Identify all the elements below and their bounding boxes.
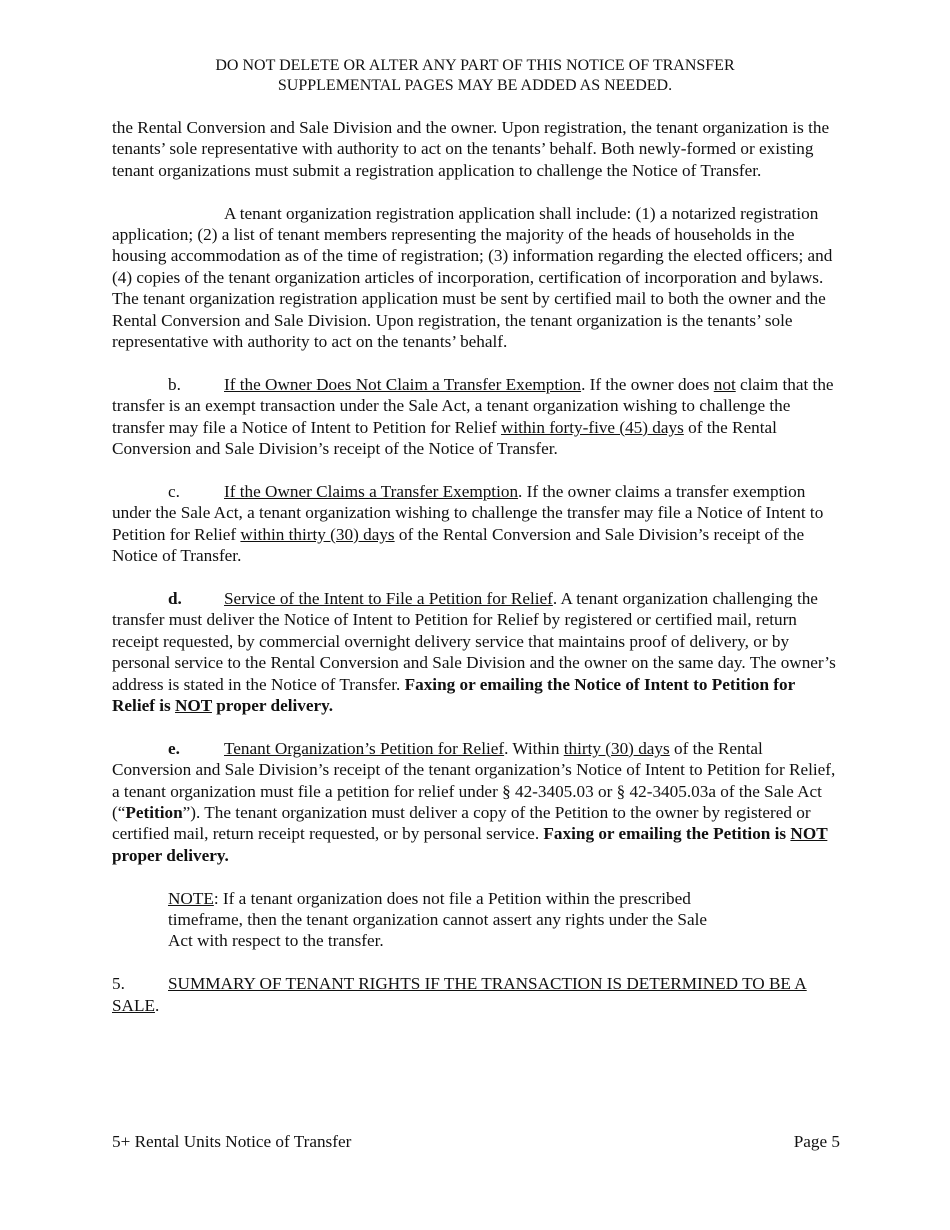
item-d-text-1: . A tenant organization challenging the transfer must deliver the Notice of Intent to Petition for Relief by registered or certified mail, return receipt requested, by commercial overnight delivery service that maintains proof of delivery, or by personal service to the Rental Conversion and Sale Division and the owner on the same day. The owner’s address is stated in the Notice of Transfer. <box>112 588 836 694</box>
section-5-end: . <box>154 995 160 1015</box>
item-c-text-1: . If the owner claims a transfer exemption under the Sale Act, a tenant organization wishing to challenge the transfer may file a Notice of Intent to Petition for Relief <box>112 481 824 544</box>
item-e-label: e. <box>168 738 180 758</box>
item-d <box>112 588 840 716</box>
section-5-title: SUMMARY OF TENANT RIGHTS IF THE TRANSACTION IS DETERMINED TO BE A SALE <box>112 974 807 1015</box>
item-b-text-3: of the Rental Conversion and Sale Division’s receipt of the Notice of Transfer. <box>112 417 777 459</box>
paragraph-registration-continued: the Rental Conversion and Sale Division and the owner. Upon registration, the tenant organization is the tenants’ sole representative with authority to act on the tenants’ behalf. Both newly-formed or existing tenant organizations must submit a registration application to challenge the Notice of Transfer. <box>112 118 830 180</box>
header-line-1: DO NOT DELETE OR ALTER ANY PART OF THIS NOTICE OF TRANSFER <box>215 57 735 74</box>
footer-page-number: Page 5 <box>793 1132 840 1151</box>
item-e-deadline: thirty (30) days <box>563 738 670 758</box>
item-c-heading: If the Owner Claims a Transfer Exemption <box>224 481 519 501</box>
item-c-text-2: of the Rental Conversion and Sale Division’s receipt of the Notice of Transfer. <box>112 524 805 566</box>
item-c-deadline: within thirty (30) days <box>240 524 395 544</box>
item-d-bold-1: Faxing or emailing the Notice of Intent to Petition for Relief is <box>112 674 795 715</box>
item-e <box>112 738 840 866</box>
section-5-heading <box>112 973 840 1016</box>
item-b-text-2: claim that the transfer is an exempt transaction under the Sale Act, a tenant organization wishing to challenge the transfer may file a Notice of Intent to Petition for Relief <box>112 374 834 437</box>
item-b-heading: If the Owner Does Not Claim a Transfer Exemption <box>224 374 582 394</box>
footer-document-title: 5+ Rental Units Notice of Transfer <box>112 1132 352 1151</box>
item-d-bold-not: NOT <box>175 695 212 715</box>
item-c-label: c. <box>168 481 180 501</box>
note-text: : If a tenant organization does not file a Petition within the prescribed timeframe, then the tenant organization cannot assert any rights under the Sale Act with respect to the transfer. <box>168 888 707 951</box>
item-e-bold-1: Faxing or emailing the Petition is <box>543 824 791 844</box>
item-e-text-2: of the Rental Conversion and Sale Division’s receipt of the tenant organization’s Notice of Intent to Petition for Relief, a tenant organization must file a petition for relief under § 42-3405.03 or § 42-3405.03a of the Sale Act (“ <box>112 738 836 822</box>
item-e-petition-term: Petition <box>125 802 183 822</box>
item-b-label: b. <box>168 374 181 394</box>
note-label: NOTE <box>168 888 214 908</box>
item-e-bold-not: NOT <box>790 824 828 844</box>
item-d-heading: Service of the Intent to File a Petition for Relief <box>224 588 553 608</box>
page-footer <box>112 1131 840 1152</box>
item-e-text-1: . Within <box>504 738 564 758</box>
item-e-text-3: ”). The tenant organization must deliver a copy of the Petition to the owner by registered or certified mail, return receipt requested, or by personal service. <box>112 802 811 844</box>
item-b-deadline: within forty-five (45) days <box>500 417 684 437</box>
page-header <box>0 56 950 96</box>
note-block <box>168 888 728 952</box>
document-body <box>112 117 840 1037</box>
item-e-heading: Tenant Organization’s Petition for Relief <box>224 738 505 758</box>
item-d-label: d. <box>168 588 182 608</box>
section-5-number: 5. <box>112 974 125 994</box>
item-d-bold-2: proper delivery. <box>211 695 334 715</box>
item-b-not: not <box>713 374 736 394</box>
item-c <box>112 481 840 567</box>
item-b-text-1: . If the owner does <box>581 374 714 394</box>
header-line-2: SUPPLEMENTAL PAGES MAY BE ADDED AS NEEDED. <box>277 77 673 94</box>
item-b <box>112 374 840 460</box>
item-e-bold-2: proper delivery. <box>112 845 229 865</box>
paragraph-registration-application: A tenant organization registration application shall include: (1) a notarized registration application; (2) a list of tenant members representing the majority of the heads of households in the housing accommodation as of the time of registration; (3) information regarding the elected officers; and (4) copies of the tenant organization articles of incorporation, certification of incorporation and bylaws. The tenant organization registration application must be sent by certified mail to both the owner and the Rental Conversion and Sale Division. Upon registration, the tenant organization is the tenants’ sole representative with authority to act on the tenants’ behalf. <box>112 203 833 352</box>
